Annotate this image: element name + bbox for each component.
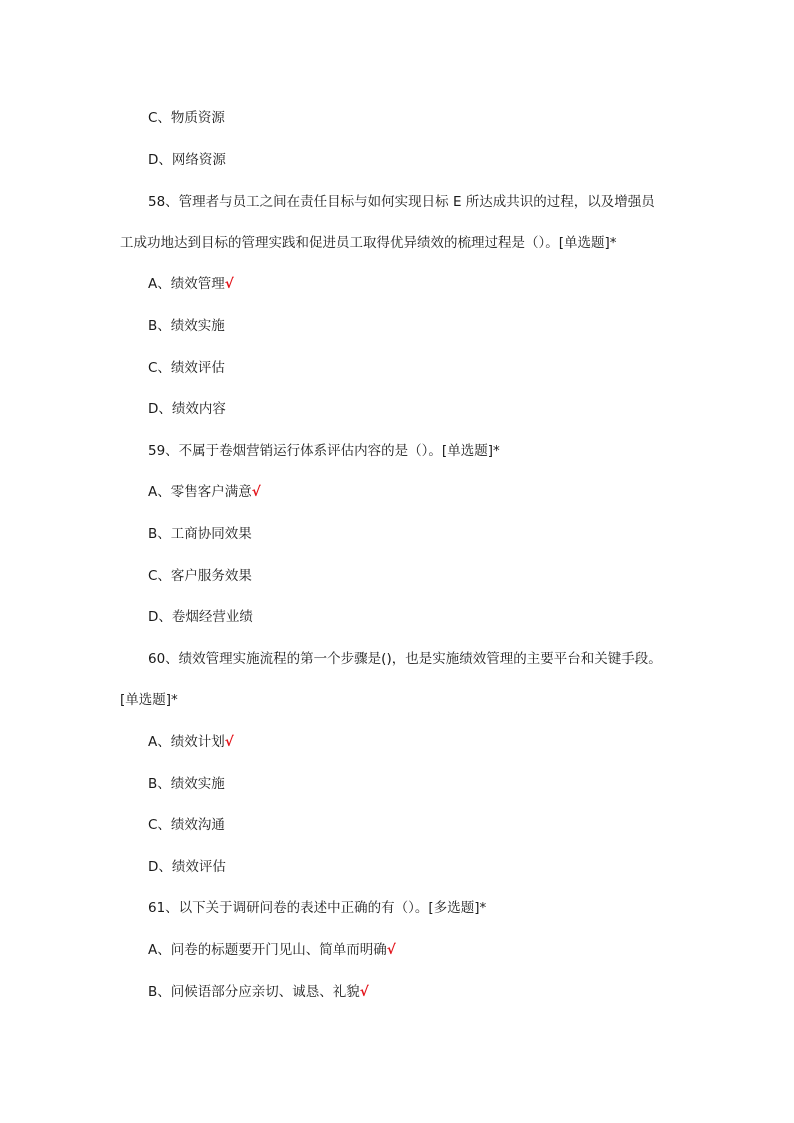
question-61 <box>148 898 486 918</box>
option-q59-a <box>148 482 261 502</box>
option-q57-c <box>148 108 225 128</box>
check-mark-icon: √ <box>359 984 369 1000</box>
option-text: C、客户服务效果 <box>148 568 252 584</box>
question-59 <box>148 441 500 461</box>
option-q60-c <box>148 815 225 835</box>
check-mark-icon: √ <box>251 484 261 500</box>
option-q59-d <box>148 607 253 627</box>
option-text: C、绩效沟通 <box>148 817 225 833</box>
option-text: B、工商协同效果 <box>148 526 252 542</box>
question-text: 61、以下关于调研问卷的表述中正确的有（）。[多选题]* <box>148 900 487 916</box>
option-text: A、绩效计划 <box>148 734 225 750</box>
option-q58-c <box>148 358 225 378</box>
option-text: A、问卷的标题要开门见山、简单而明确 <box>148 942 387 958</box>
option-text: B、绩效实施 <box>148 318 225 334</box>
question-58-line1 <box>148 192 655 212</box>
check-mark-icon: √ <box>386 942 396 958</box>
question-60-line2 <box>120 690 178 710</box>
option-text: D、网络资源 <box>148 152 226 168</box>
option-text: A、零售客户满意 <box>148 484 252 500</box>
option-q60-d <box>148 857 226 877</box>
question-text: 工成功地达到目标的管理实践和促进员工取得优异绩效的梳理过程是（）。[单选题]* <box>120 235 617 251</box>
option-text: A、绩效管理 <box>148 276 225 292</box>
option-q57-d <box>148 150 226 170</box>
option-text: D、卷烟经营业绩 <box>148 609 253 625</box>
option-q58-b <box>148 316 225 336</box>
option-q59-c <box>148 566 252 586</box>
check-mark-icon: √ <box>224 276 234 292</box>
option-text: C、绩效评估 <box>148 360 225 376</box>
question-58-line2 <box>120 233 617 253</box>
check-mark-icon: √ <box>224 734 234 750</box>
option-q59-b <box>148 524 252 544</box>
question-text: [单选题]* <box>120 692 178 708</box>
option-text: D、绩效内容 <box>148 401 226 417</box>
option-q61-a <box>148 940 396 960</box>
option-text: B、问候语部分应亲切、诚恳、礼貌 <box>148 984 360 1000</box>
option-q58-a <box>148 274 234 294</box>
option-text: C、物质资源 <box>148 110 225 126</box>
option-text: B、绩效实施 <box>148 776 225 792</box>
question-text: 60、绩效管理实施流程的第一个步骤是()，也是实施绩效管理的主要平台和关键手段。 <box>148 651 662 667</box>
option-q60-b <box>148 774 225 794</box>
question-text: 58、管理者与员工之间在责任目标与如何实现日标 E 所达成共识的过程，以及增强员 <box>148 194 655 210</box>
option-q60-a <box>148 732 234 752</box>
question-60-line1 <box>148 649 662 669</box>
question-text: 59、不属于卷烟营销运行体系评估内容的是（）。[单选题]* <box>148 443 500 459</box>
option-text: D、绩效评估 <box>148 859 226 875</box>
option-q58-d <box>148 399 226 419</box>
option-q61-b <box>148 982 369 1002</box>
